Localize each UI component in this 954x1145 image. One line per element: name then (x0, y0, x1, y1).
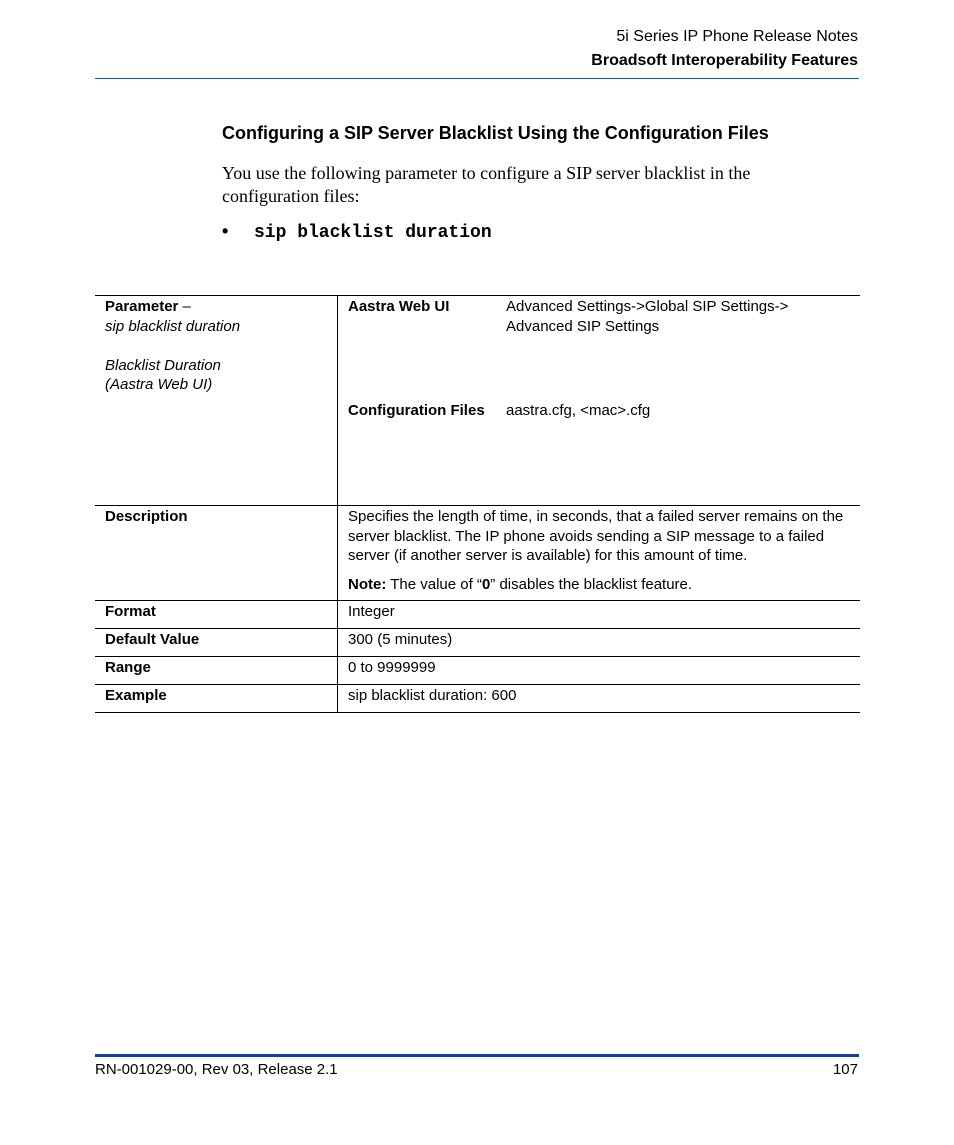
web-ui-path (506, 297, 860, 401)
parameter-name: sip blacklist duration (105, 317, 241, 335)
footer-document-id: RN-001029-00, Rev 03, Release 2.1 (95, 1061, 338, 1078)
header-section-title: Broadsoft Interoperability Features (591, 52, 858, 69)
note-label: Note: (348, 575, 387, 593)
spacer (105, 336, 337, 356)
parameter-table (95, 295, 860, 713)
table-row-parameter (95, 296, 860, 506)
web-ui-name-suffix: (Aastra Web UI) (105, 376, 213, 393)
default-value-label: Default Value (95, 629, 338, 657)
parameter-dash: – (178, 298, 191, 315)
range-label: Range (95, 657, 338, 685)
web-ui-path-line-1: Advanced Settings->Global SIP Settings-> (506, 298, 789, 315)
parameter-label: Parameter (105, 298, 179, 315)
table-row-description (95, 506, 860, 601)
note-value: 0 (481, 575, 491, 593)
note-pre: The value of “ (386, 575, 482, 593)
bullet-icon: • (222, 221, 229, 241)
table-row-format (95, 601, 860, 629)
config-files-row (348, 401, 860, 505)
table-row-example (95, 685, 860, 713)
parameter-bullet (222, 220, 492, 244)
header-divider (95, 78, 859, 79)
format-label: Format (95, 601, 338, 629)
format-value: Integer (338, 601, 861, 629)
parameter-label-line (105, 297, 337, 317)
location-cell (338, 296, 861, 506)
note-post: ” disables the blacklist feature. (490, 575, 693, 593)
footer-divider (95, 1054, 859, 1057)
header-document-title: 5i Series IP Phone Release Notes (616, 28, 858, 45)
range-value: 0 to 9999999 (338, 657, 861, 685)
description-label: Description (95, 506, 338, 601)
config-files-label: Configuration Files (348, 402, 485, 419)
web-ui-label: Aastra Web UI (348, 298, 450, 315)
description-note (348, 575, 850, 595)
web-ui-name: Blacklist Duration (105, 356, 221, 374)
section-heading: Configuring a SIP Server Blacklist Using the Configuration Files (222, 123, 769, 143)
table-row-default-value (95, 629, 860, 657)
parameter-cell (95, 296, 338, 506)
intro-paragraph: You use the following parameter to configure a SIP server blacklist in the configuration files: (222, 163, 751, 206)
location-table (348, 297, 860, 505)
web-ui-path-line-2: Advanced SIP Settings (506, 317, 660, 335)
table-row-range (95, 657, 860, 685)
example-label: Example (95, 685, 338, 713)
description-cell (338, 506, 861, 601)
footer-page-number: 107 (832, 1061, 858, 1078)
default-value: 300 (5 minutes) (338, 629, 861, 657)
web-ui-row (348, 297, 860, 401)
example-value: sip blacklist duration: 600 (338, 685, 861, 713)
description-text: Specifies the length of time, in seconds, that a failed server remains on the server blacklist. The IP phone avoids sending a SIP message to a failed server (if another server is available) for this amount of time. (348, 508, 844, 564)
bullet-parameter-name: sip blacklist duration (254, 223, 492, 243)
config-files-value: aastra.cfg, <mac>.cfg (506, 402, 651, 419)
